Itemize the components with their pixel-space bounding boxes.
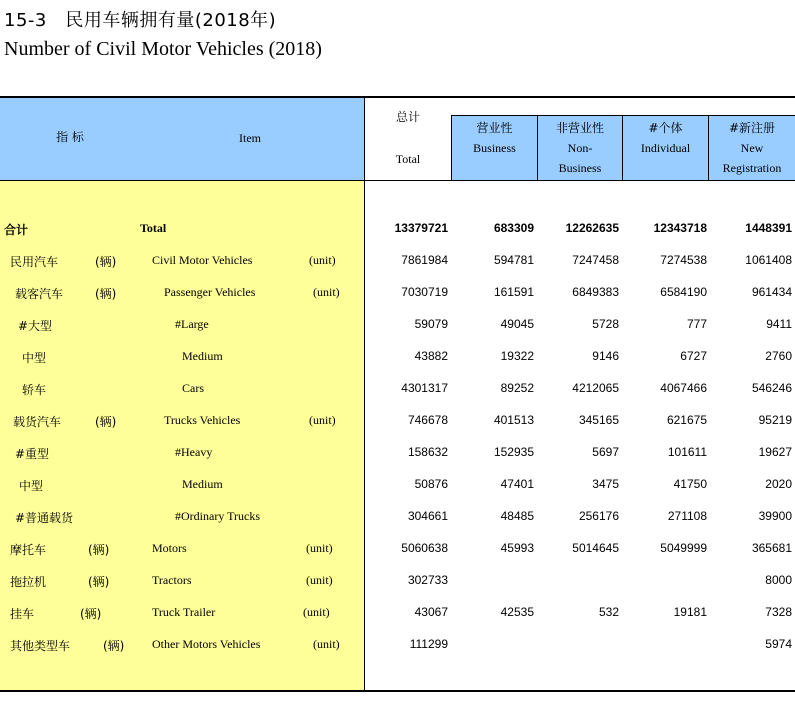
cell-individual: 19181 [673, 605, 707, 619]
table-row [0, 349, 795, 381]
cell-total: 4301317 [401, 381, 448, 395]
cell-total: 302733 [407, 573, 448, 587]
row-label-en: #Ordinary Trucks [175, 509, 261, 523]
cell-individual: 41750 [673, 477, 707, 491]
cell-individual: 621675 [666, 413, 707, 427]
row-label-en: Total [140, 221, 167, 235]
table-row [0, 637, 795, 669]
row-unit-cn: (辆) [88, 543, 110, 557]
table-row [0, 221, 795, 253]
table-row [0, 573, 795, 605]
row-label-en: Medium [182, 349, 223, 363]
cell-total: 304661 [407, 509, 448, 523]
cell-total: 13379721 [394, 221, 448, 235]
row-unit-en: (unit) [309, 253, 336, 267]
row-label-cn: #普通载货 [15, 511, 74, 525]
cell-total: 59079 [414, 317, 448, 331]
row-unit-en: (unit) [306, 573, 333, 587]
cell-business: 45993 [500, 541, 534, 555]
table-top-rule [0, 96, 795, 98]
table-row [0, 381, 795, 413]
page-title-cn: 15-3 民用车辆拥有量(2018年) [4, 10, 277, 31]
cell-new-registration: 2020 [765, 477, 792, 491]
cell-individual: 12343718 [653, 221, 707, 235]
header-business: 营业性 Business [473, 121, 516, 155]
header-individual: #个体 Individual [640, 121, 691, 155]
row-unit-en: (unit) [303, 605, 330, 619]
row-label-cn: 民用汽车 [10, 255, 59, 269]
table-row [0, 413, 795, 445]
cell-total: 158632 [407, 445, 448, 459]
row-unit-en: (unit) [313, 285, 340, 299]
cell-non-business: 5697 [592, 445, 619, 459]
cell-business: 19322 [500, 349, 534, 363]
table-row [0, 253, 795, 285]
page-title-en: Number of Civil Motor Vehicles (2018) [4, 38, 322, 60]
cell-individual: 5049999 [660, 541, 707, 555]
cell-individual: 4067466 [660, 381, 707, 395]
table-row [0, 541, 795, 573]
row-label-en: Trucks Vehicles [164, 413, 241, 427]
header-new-registration: #新注册 New Registration [722, 121, 782, 175]
cell-new-registration: 19627 [758, 445, 792, 459]
row-label-cn: 中型 [22, 351, 47, 365]
row-label-en: Motors [152, 541, 187, 555]
header-item-en: Item [239, 131, 261, 145]
header-total: 总计 Total [395, 110, 421, 166]
row-label-cn: 轿车 [22, 383, 47, 397]
row-unit-en: (unit) [306, 541, 333, 555]
cell-business: 594781 [493, 253, 534, 267]
row-label-en: #Large [175, 317, 209, 331]
row-unit-cn: (辆) [103, 639, 125, 653]
cell-total: 50876 [414, 477, 448, 491]
cell-non-business: 6849383 [572, 285, 619, 299]
cell-new-registration: 8000 [765, 573, 792, 587]
cell-individual: 271108 [667, 509, 707, 523]
row-label-en: Cars [182, 381, 204, 395]
cell-non-business: 3475 [592, 477, 619, 491]
row-label-en: Passenger Vehicles [164, 285, 256, 299]
cell-business: 48485 [500, 509, 534, 523]
cell-non-business: 5728 [592, 317, 619, 331]
cell-business: 683309 [493, 221, 534, 235]
row-unit-cn: (辆) [95, 415, 117, 429]
row-label-cn: 载货汽车 [13, 415, 62, 429]
cell-business: 47401 [500, 477, 534, 491]
cell-new-registration: 546246 [751, 381, 792, 395]
table-row [0, 285, 795, 317]
row-label-en: #Heavy [175, 445, 213, 459]
cell-non-business: 9146 [592, 349, 619, 363]
cell-new-registration: 7328 [765, 605, 792, 619]
cell-new-registration: 365681 [751, 541, 792, 555]
header-bottom-rule [0, 180, 795, 181]
cell-total: 5060638 [401, 541, 448, 555]
row-label-cn: #重型 [15, 447, 50, 461]
header-indicator-cn: 指 标 [56, 130, 84, 144]
cell-total: 746678 [407, 413, 448, 427]
table-row [0, 509, 795, 541]
table-row [0, 605, 795, 637]
cell-new-registration: 95219 [758, 413, 792, 427]
cell-new-registration: 5974 [765, 637, 792, 651]
row-unit-cn: (辆) [95, 255, 117, 269]
cell-non-business: 345165 [578, 413, 619, 427]
row-unit-en: (unit) [309, 413, 336, 427]
cell-new-registration: 2760 [765, 349, 792, 363]
cell-non-business: 5014645 [572, 541, 619, 555]
cell-individual: 6727 [680, 349, 707, 363]
row-unit-cn: (辆) [88, 575, 110, 589]
cell-business: 401513 [493, 413, 534, 427]
cell-business: 42535 [500, 605, 534, 619]
row-label-en: Medium [182, 477, 223, 491]
cell-individual: 101611 [667, 445, 707, 459]
cell-individual: 6584190 [660, 285, 707, 299]
cell-new-registration: 1448391 [745, 221, 792, 235]
cell-total: 7861984 [401, 253, 448, 267]
row-label-cn: 载客汽车 [15, 287, 64, 301]
cell-new-registration: 961434 [751, 285, 792, 299]
cell-new-registration: 1061408 [745, 253, 792, 267]
row-label-cn: 摩托车 [10, 543, 47, 557]
cell-new-registration: 39900 [758, 509, 792, 523]
row-label-en: Civil Motor Vehicles [152, 253, 253, 267]
cell-total: 111299 [409, 637, 448, 651]
row-label-cn: 挂车 [10, 607, 35, 621]
cell-business: 161591 [493, 285, 534, 299]
cell-individual: 7274538 [660, 253, 707, 267]
row-unit-cn: (辆) [80, 607, 102, 621]
cell-business: 89252 [500, 381, 534, 395]
cell-non-business: 7247458 [572, 253, 619, 267]
cell-new-registration: 9411 [766, 317, 792, 331]
row-label-cn: 拖拉机 [10, 575, 47, 589]
cell-total: 43067 [414, 605, 448, 619]
cell-total: 7030719 [401, 285, 448, 299]
row-label-cn: #大型 [18, 319, 53, 333]
row-label-cn: 中型 [19, 479, 44, 493]
table-row [0, 317, 795, 349]
table-row [0, 445, 795, 477]
row-label-cn: 其他类型车 [10, 639, 71, 653]
cell-business: 152935 [493, 445, 534, 459]
cell-total: 43882 [414, 349, 448, 363]
cell-non-business: 256176 [578, 509, 619, 523]
cell-non-business: 532 [598, 605, 619, 619]
row-label-en: Tractors [152, 573, 192, 587]
cell-non-business: 4212065 [572, 381, 619, 395]
header-non-business: 非营业性 Non- Business [555, 121, 604, 175]
divider-subheader-top [451, 115, 795, 116]
table-bottom-rule [0, 690, 795, 692]
row-unit-cn: (辆) [95, 287, 117, 301]
cell-individual: 777 [686, 317, 707, 331]
row-label-en: Other Motors Vehicles [152, 637, 261, 651]
row-label-en: Truck Trailer [152, 605, 216, 619]
row-unit-en: (unit) [313, 637, 340, 651]
cell-non-business: 12262635 [565, 221, 619, 235]
cell-business: 49045 [500, 317, 534, 331]
table-row [0, 477, 795, 509]
row-label-cn: 合计 [4, 223, 29, 237]
